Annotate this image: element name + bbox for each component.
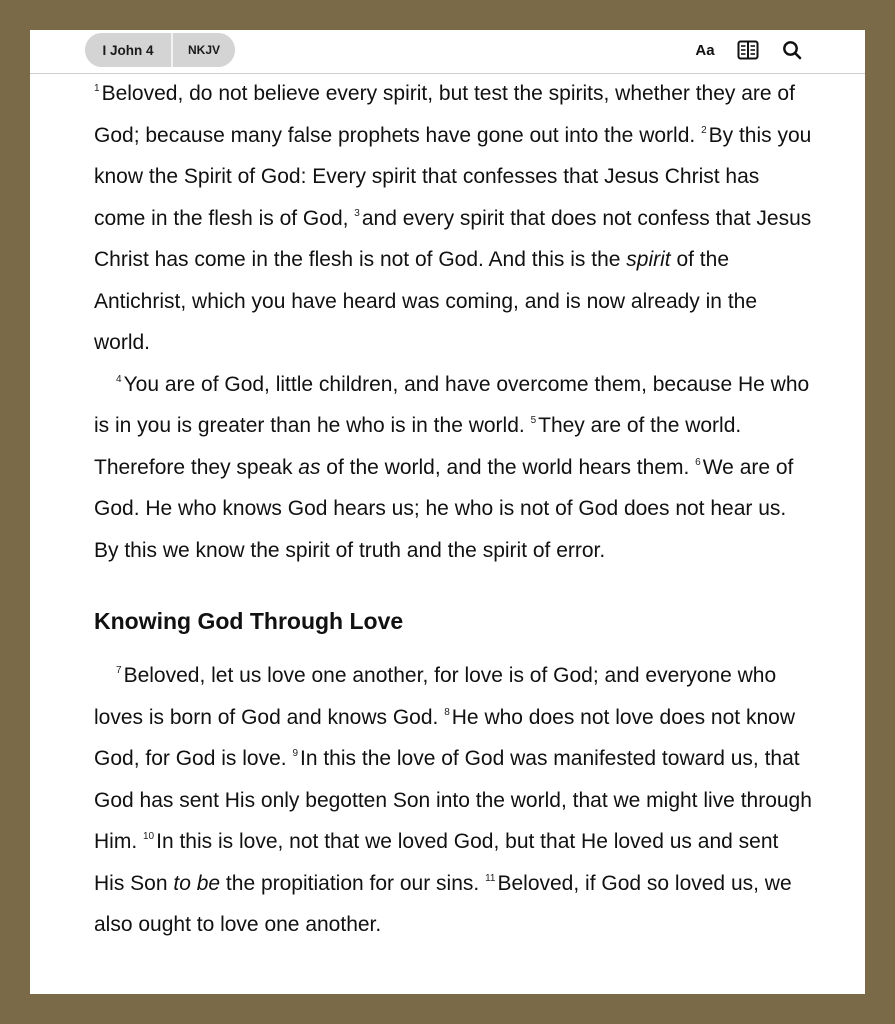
reader-toolbar [30,30,865,74]
verse-number[interactable]: 11 [485,872,496,884]
verse-text[interactable]: In this is love, not that we loved God, but that He loved us and sent His Son [94,830,779,895]
verse-number[interactable]: 3 [354,207,360,219]
scripture-text [94,73,814,946]
paragraph-verses-1-3 [94,73,814,364]
version-button[interactable]: NKJV [173,33,235,67]
verse-number[interactable]: 4 [116,373,122,385]
verse-number[interactable]: 6 [695,456,701,468]
verse-text[interactable]: We are of God. He who knows God hears us; he who is not of God does not hear us. By this we know the spirit of truth and the spirit of error. [94,455,794,562]
verse-text-italic[interactable]: as [298,455,321,479]
verse-number[interactable]: 2 [701,124,707,136]
verse-number[interactable]: 8 [444,706,450,718]
verse-number[interactable]: 9 [292,748,298,759]
verse-text[interactable]: Beloved, let us love one another, for love is of God; and everyone who loves is born of God and knows God. [94,664,777,729]
verse-number[interactable]: 5 [530,415,537,426]
verse-text[interactable]: By this you know the Spirit of God: Every spirit that confesses that Jesus Christ has come in the flesh is of God, [94,123,812,230]
verse-text[interactable]: the propitiation for our sins. [220,871,486,895]
parallel-book-icon[interactable] [736,38,760,62]
verse-text[interactable]: You are of God, little children, and have overcome them, because He who is in you is greater than he who is in the world. [94,372,810,437]
passage-selector [85,33,235,67]
verse-text-italic[interactable]: spirit [626,248,671,271]
verse-text-italic[interactable]: to be [173,871,221,895]
book-chapter-button[interactable]: I John 4 [85,33,173,67]
paragraph-verses-7-11 [94,655,814,946]
verse-text[interactable]: of the world, and the world hears them. [320,455,696,479]
verse-text[interactable]: They are of the world. Therefore they speak [94,414,742,479]
verse-text[interactable]: of the Antichrist, which you have heard was coming, and is now already in the world. [94,248,758,354]
search-icon[interactable] [781,38,803,62]
verse-text[interactable]: Beloved, do not believe every spirit, but test the spirits, whether they are of God; because many false prophets have gone out into the world. [94,82,795,147]
paragraph-verses-4-6 [94,364,814,572]
verse-text[interactable]: In this the love of God was manifested toward us, that God has sent His only begotten Son into the world, that we might live through Him. [94,747,812,853]
font-settings-button[interactable]: Aa [695,41,715,59]
section-heading: Knowing God Through Love [94,608,404,634]
verse-text[interactable]: He who does not love does not know God, for God is love. [94,705,795,770]
verse-text[interactable]: Beloved, if God so loved us, we also ought to love one another. [94,871,792,936]
verse-number[interactable]: 7 [116,665,122,676]
verse-number[interactable]: 1 [94,83,100,94]
verse-text[interactable]: and every spirit that does not confess that Jesus Christ has come in the flesh is not of God. And this is the [94,206,812,271]
verse-number[interactable]: 10 [143,831,155,842]
reader-screen [30,30,865,994]
